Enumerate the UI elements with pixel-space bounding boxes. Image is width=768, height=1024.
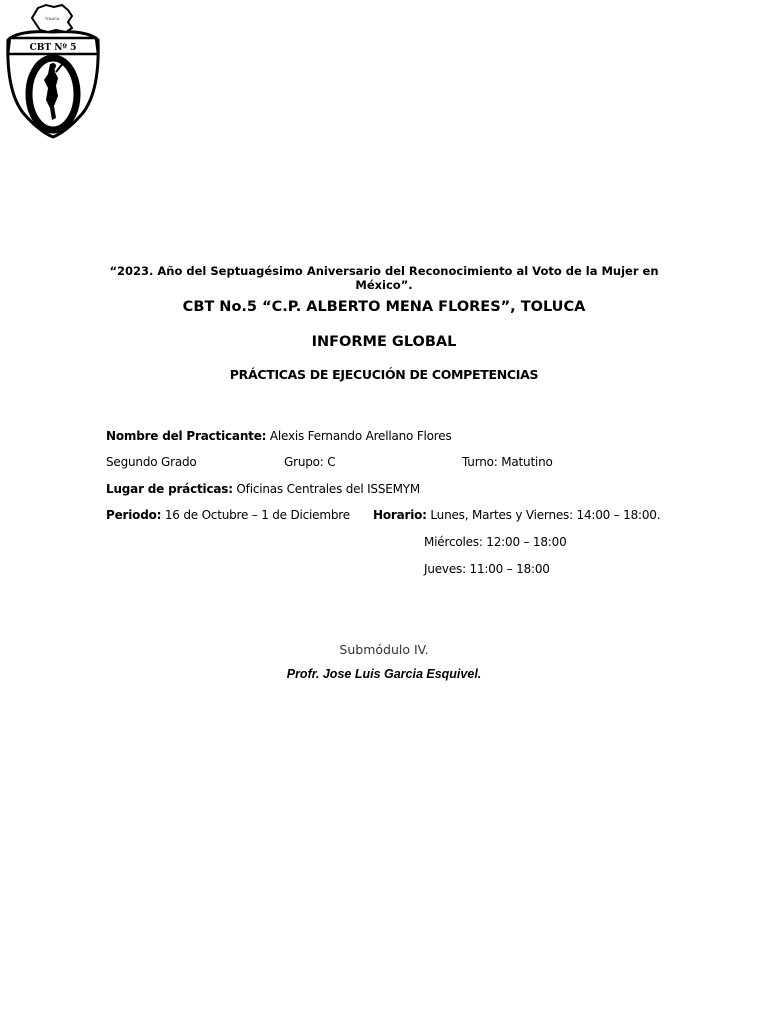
- student-line: [106, 429, 452, 443]
- schedule-line2: Miércoles: 12:00 – 18:00: [424, 535, 567, 549]
- submodule-text: Submódulo IV.: [339, 642, 429, 657]
- school-name: CBT No.5 “C.P. ALBERTO MENA FLORES”, TOLUCA: [182, 299, 586, 315]
- student-value: Alexis Fernando Arellano Flores: [266, 429, 452, 443]
- professor-name: Profr. Jose Luis Garcia Esquivel.: [286, 667, 482, 681]
- student-label: Nombre del Practicante:: [106, 429, 267, 443]
- schedule-line1: Lunes, Martes y Viernes: 14:00 – 18:00.: [426, 508, 661, 522]
- document-title: INFORME GLOBAL: [311, 334, 457, 350]
- schedule-line: [373, 508, 660, 522]
- document-subtitle: PRÁCTICAS DE EJECUCIÓN DE COMPETENCIAS: [229, 367, 539, 382]
- period-line: [106, 508, 350, 522]
- schedule-label: Horario:: [373, 508, 427, 522]
- schedule-line3: Jueves: 11:00 – 18:00: [424, 562, 550, 576]
- grade-text: Segundo Grado: [106, 455, 197, 469]
- period-label: Periodo:: [106, 508, 162, 522]
- logo-small-text: TOLUCA: [44, 17, 60, 21]
- school-logo: [2, 2, 104, 140]
- group-text: Grupo: C: [284, 455, 336, 469]
- place-value: Oficinas Centrales del ISSEMYM: [232, 482, 421, 496]
- place-label: Lugar de prácticas:: [106, 482, 233, 496]
- period-value: 16 de Octubre – 1 de Diciembre: [161, 508, 350, 522]
- shift-text: Turno: Matutino: [462, 455, 553, 469]
- motto-text: “2023. Año del Septuagésimo Aniversario del Reconocimiento al Voto de la Mujer en México”.: [109, 264, 659, 292]
- place-line: [106, 482, 420, 496]
- logo-label: CBT Nº 5: [29, 43, 77, 53]
